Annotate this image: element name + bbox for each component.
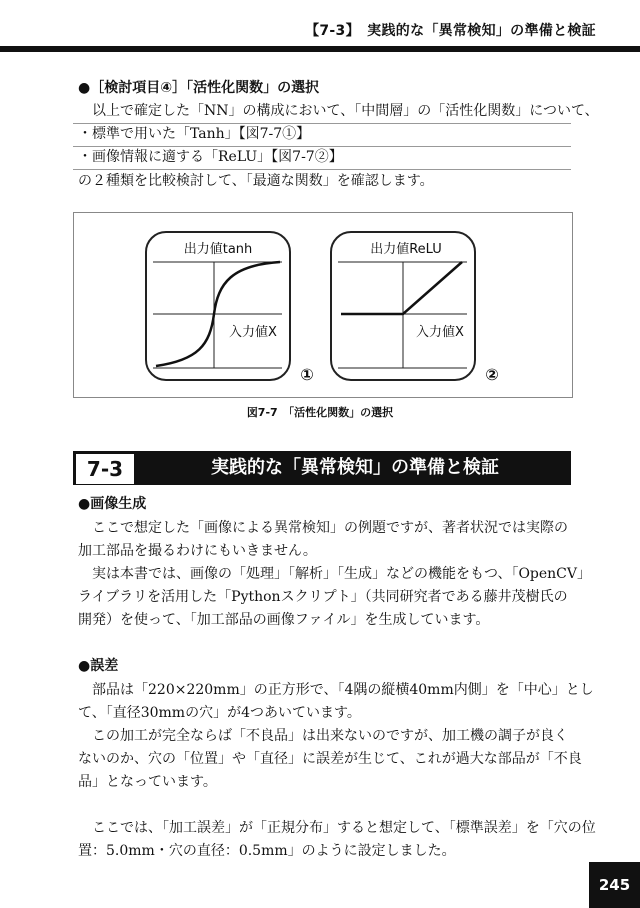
tanh-ylabel: 出力値tanh [183,242,253,257]
section-number: 7-3 [75,453,135,485]
body-line: ライブラリを活用した「Pythonスクリプト」（共同研究者である藤井茂樹氏の [78,589,568,605]
section-heading-activation: ●［検討項目④］「活性化関数」の選択 [78,80,320,96]
page-number: 245 [589,862,640,908]
section-title: 実践的な「異常検知」の準備と検証 [211,457,499,478]
relu-ylabel: 出力値ReLU [370,242,442,257]
list-item: ・標準で用いた「Tanh」【図7-7①】 [78,126,311,142]
relu-panel [331,232,475,380]
activation-figure [0,0,640,420]
body-line: 開発）を使って、「加工部品の画像ファイル」を生成しています。 [78,612,490,628]
subsection-heading-error: ●誤差 [78,658,119,674]
body-line: ここで想定した「画像による異常検知」の例題ですが、著者状況では実際の [92,520,568,536]
body-line: 以上で確定した「NN」の構成において、「中間層」の「活性化関数」について、 [92,103,599,119]
list-item: ・画像情報に適する「ReLU」【図7-7②】 [78,149,343,165]
body-line: ここでは、「加工誤差」が「正規分布」すると想定して、「標準誤差」を「穴の位 [92,820,596,836]
body-line: この加工が完全ならば「不良品」は出来ないのですが、加工機の調子が良く [92,728,568,744]
tanh-panel [146,232,290,380]
body-line: の２種類を比較検討して、「最適な関数」を確認します。 [78,173,434,189]
body-line: 実は本書では、画像の「処理」「解析」「生成」などの機能をもつ、「OpenCV」 [92,566,592,582]
panel-marker-1: ① [300,365,314,384]
body-line: ないのか、穴の「位置」や「直径」に誤差が生じて、これが過大な部品が「不良 [78,751,582,767]
body-line: 部品は「220×220mm」の正方形で、「4隅の縦横40mm内側」を「中心」とし [92,682,594,698]
body-line: 置：5.0mm・穴の直径：0.5mm」のように設定しました。 [78,843,456,859]
tanh-xlabel: 入力値X [229,325,277,340]
relu-xlabel: 入力値X [416,325,464,340]
body-line: て、「直径30mmの穴」が4つあいています。 [78,705,361,721]
figure-caption: 図7-7 「活性化関数」の選択 [246,406,394,419]
body-line: 品」となっています。 [78,774,217,790]
body-line: 加工部品を撮るわけにもいきません。 [78,543,317,559]
running-title: 【7-3】 実践的な「異常検知」の準備と検証 [305,23,596,39]
panel-marker-2: ② [485,365,499,384]
subsection-heading-image: ●画像生成 [78,496,147,512]
